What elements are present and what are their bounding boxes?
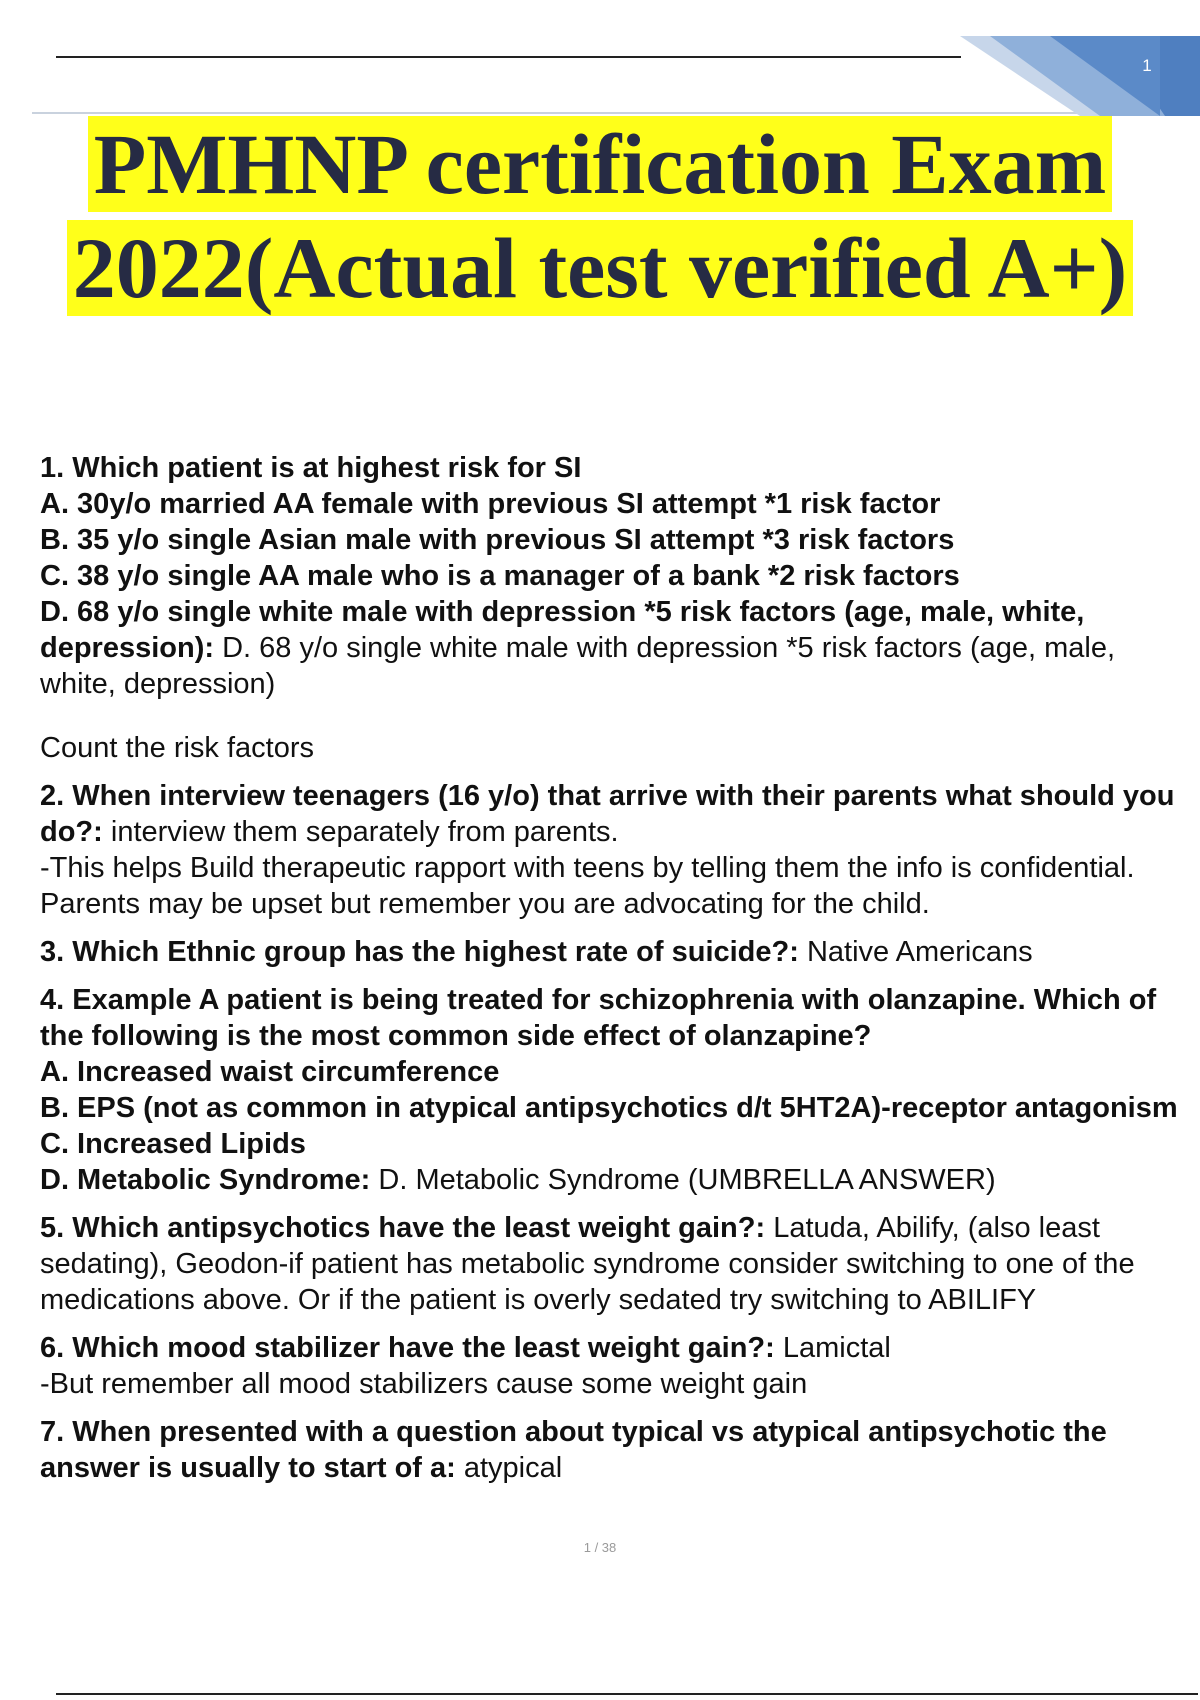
q2-answer: interview them separately from parents. bbox=[102, 816, 619, 848]
q6-note: -But remember all mood stabilizers cause some weight gain bbox=[40, 1368, 808, 1400]
q1-option-d: D. 68 y/o single white male with depression *5 risk factors (age, male, white, bbox=[40, 596, 1085, 628]
q5-answer: Latuda, Abilify, (also least sedating), Geodon-if patient has metabolic syndrome consider switching to one of the medications above. Or if the patient is overly sedated try switching to ABILIFY bbox=[40, 1212, 1135, 1316]
q6-answer: Lamictal bbox=[774, 1332, 891, 1364]
q1-line-1: 1. Which patient is at highest risk for SI bbox=[40, 452, 582, 484]
header-rule bbox=[56, 56, 961, 58]
question-7 bbox=[40, 1414, 1198, 1486]
q1-option-a: A. 30y/o married AA female with previous SI attempt *1 risk factor bbox=[40, 488, 941, 520]
header-page-number: 1 bbox=[1142, 56, 1152, 75]
q3-answer: Native Americans bbox=[798, 936, 1033, 968]
q4-option-b: B. EPS (not as common in atypical antipsychotics d/t 5HT2A)-receptor antagonism bbox=[40, 1092, 1178, 1124]
q1-option-c: C. 38 y/o single AA male who is a manager of a bank *2 risk factors bbox=[40, 560, 960, 592]
q3-question: 3. Which Ethnic group has the highest rate of suicide?: bbox=[40, 936, 799, 968]
title-block bbox=[0, 112, 1200, 320]
question-4 bbox=[40, 982, 1198, 1198]
q1-option-d-tail: depression): bbox=[40, 632, 215, 664]
q2-question: 2. When interview teenagers (16 y/o) that arrive with their parents what should you do?: bbox=[40, 780, 1175, 848]
question-5 bbox=[40, 1210, 1198, 1318]
q1-option-b: B. 35 y/o single Asian male with previous SI attempt *3 risk factors bbox=[40, 524, 955, 556]
page-indicator: 1 / 38 bbox=[583, 1540, 617, 1555]
corner-ribbon-decoration bbox=[960, 36, 1200, 116]
q2-note: -This helps Build therapeutic rapport with teens by telling them the info is confidential. Parents may be upset but remember you are advocating for the child. bbox=[40, 852, 1135, 920]
q4-answer: D. Metabolic Syndrome (UMBRELLA ANSWER) bbox=[370, 1164, 996, 1196]
q1-note: Count the risk factors bbox=[40, 732, 314, 764]
question-3 bbox=[40, 934, 1198, 970]
q4-question: 4. Example A patient is being treated for schizophrenia with olanzapine. Which of the following is the most common side effect of olanzapine? bbox=[40, 984, 1157, 1052]
q5-question: 5. Which antipsychotics have the least weight gain?: bbox=[40, 1212, 766, 1244]
q4-option-a: A. Increased waist circumference bbox=[40, 1056, 500, 1088]
q7-question: 7. When presented with a question about typical vs atypical antipsychotic the answer is usually to start of a: bbox=[40, 1416, 1107, 1484]
q1-answer: D. 68 y/o single white male with depression *5 risk factors (age, male, white, depression) bbox=[40, 632, 1116, 700]
question-1 bbox=[40, 450, 1198, 766]
q7-answer: atypical bbox=[455, 1452, 563, 1484]
q4-option-d: D. Metabolic Syndrome: bbox=[40, 1164, 371, 1196]
question-list bbox=[40, 450, 1198, 1486]
q4-option-c: C. Increased Lipids bbox=[40, 1128, 306, 1160]
footer-rule bbox=[56, 1693, 1198, 1695]
question-2 bbox=[40, 778, 1198, 922]
q6-question: 6. Which mood stabilizer have the least weight gain?: bbox=[40, 1332, 775, 1364]
document-title: PMHNP certification Exam 2022(Actual test verified A+) bbox=[67, 116, 1133, 316]
question-6 bbox=[40, 1330, 1198, 1402]
